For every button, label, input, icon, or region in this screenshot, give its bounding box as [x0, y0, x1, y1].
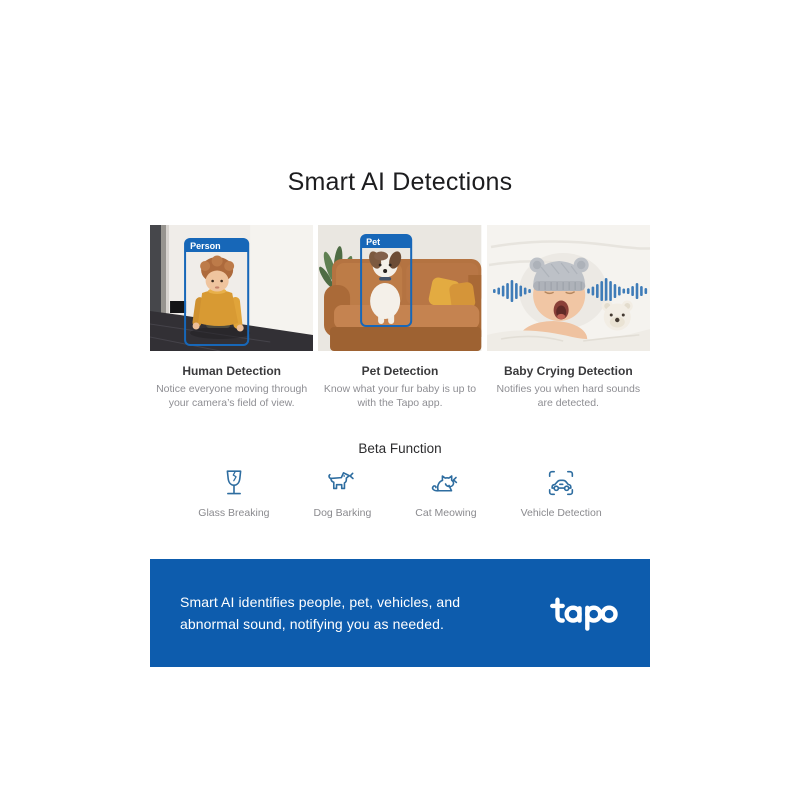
dog-barking-icon	[325, 466, 359, 500]
beta-label-dog-barking: Dog Barking	[313, 506, 372, 519]
beta-label-cat-meowing: Cat Meowing	[415, 506, 477, 519]
banner-line-2: abnormal sound, notifying you as needed.	[180, 615, 444, 632]
page-title: Smart AI Detections	[287, 168, 513, 196]
tapo-logo	[548, 593, 620, 633]
feature-desc-human: Notice everyone moving through your camera’s field of view.	[156, 383, 308, 410]
baby-crying-photo	[487, 225, 650, 351]
floor-object	[170, 301, 186, 313]
beta-item-dog-barking	[314, 466, 372, 519]
feature-card-pet	[318, 225, 481, 411]
pet-label-text: Pet	[366, 237, 381, 247]
feature-desc-pet: Know what your fur baby is up to with the Tapo app.	[323, 383, 477, 410]
leather-couch	[324, 259, 481, 351]
beta-item-vehicle-detection	[521, 466, 602, 519]
feature-row	[150, 225, 650, 411]
banner-line-1: Smart AI identifies people, pet, vehicles, and	[180, 593, 461, 610]
beta-label-vehicle-detection: Vehicle Detection	[520, 506, 602, 519]
vehicle-detection-icon	[544, 466, 578, 500]
feature-title-pet: Pet Detection	[361, 364, 439, 378]
cat-meowing-icon	[429, 466, 463, 500]
feature-title-human: Human Detection	[182, 364, 281, 378]
feature-title-baby: Baby Crying Detection	[503, 364, 633, 378]
beta-item-glass-breaking	[198, 466, 269, 519]
beta-heading: Beta Function	[358, 440, 442, 456]
feature-card-baby	[487, 225, 650, 411]
banner-text	[180, 591, 460, 635]
beta-label-glass-breaking: Glass Breaking	[198, 506, 270, 519]
person-label-text: Person	[190, 241, 221, 251]
content-column	[150, 0, 650, 667]
beta-item-cat-meowing	[415, 466, 476, 519]
bottom-banner	[150, 559, 650, 667]
beta-row	[150, 466, 650, 519]
human-detection-photo	[150, 225, 313, 351]
feature-desc-baby: Notifies you when hard sounds are detected.	[496, 383, 641, 410]
feature-card-human	[150, 225, 313, 411]
pet-detection-photo	[318, 225, 481, 351]
glass-breaking-icon	[217, 466, 251, 500]
